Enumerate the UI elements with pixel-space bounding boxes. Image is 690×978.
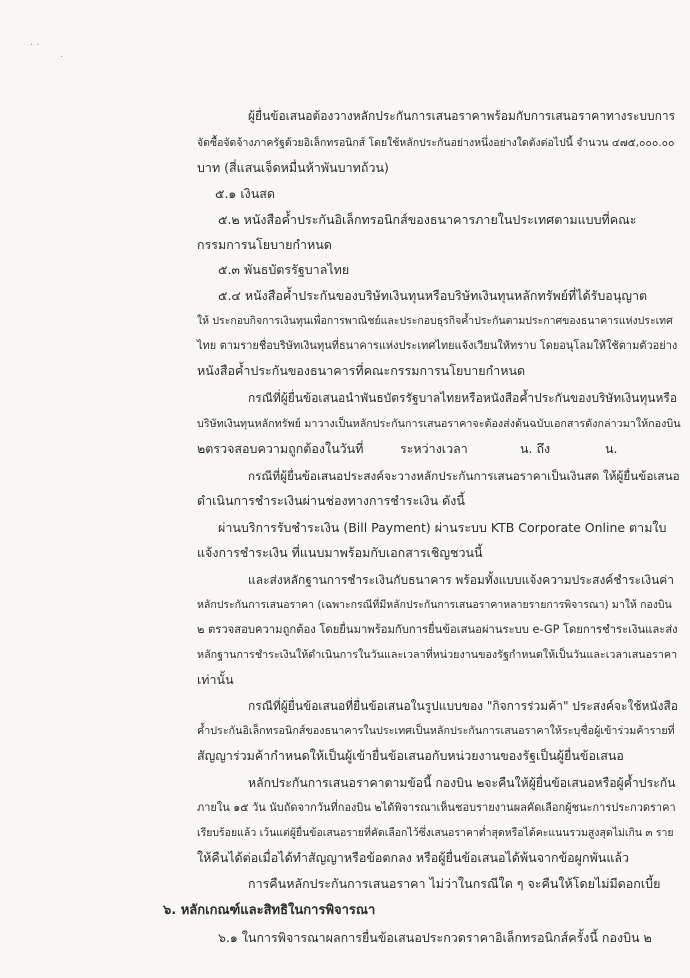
text-line: ให้ ประกอบกิจการเงินทุนเพื่อการพาณิชย์และประกอบธุรกิจค้ำประกันตามประกาศของธนาคารแห่งประเทศ — [197, 315, 673, 327]
list-item: ๕.๒ หนังสือค้ำประกันอิเล็กทรอนิกส์ของธนาคารภายในประเทศตามแบบที่คณะ — [218, 212, 637, 227]
text-line: การคืนหลักประกันการเสนอราคา ไม่ว่าในกรณีใด ๆ จะคืนให้โดยไม่มีดอกเบี้ย — [248, 876, 661, 891]
text-line: กรรมการนโยบายกำหนด — [197, 237, 332, 252]
text-line: หลักประกันการเสนอราคาตามข้อนี้ กองบิน ๒จะคืนให้ผู้ยื่นข้อเสนอหรือผู้ค้ำประกัน — [248, 776, 676, 790]
text-line: กรณีที่ผู้ยื่นข้อเสนอประสงค์จะวางหลักประกันการเสนอราคาเป็นเงินสด ให้ผู้ยื่นข้อเสนอ — [248, 469, 680, 483]
text-line: จัดซื้อจัดจ้างภาครัฐด้วยอิเล็กทรอนิกส์ โดยใช้หลักประกันอย่างหนึ่งอย่างใดดังต่อไปนี้ จำนวน ๔๗๕,๐๐๐.๐๐ — [197, 137, 675, 149]
text-line: บาท (สี่แสนเจ็ดหมื่นห้าพันบาทถ้วน) — [197, 160, 389, 175]
text-line: สัญญาร่วมค้ากำหนดให้เป็นผู้เข้ายื่นข้อเสนอกับหน่วยงานของรัฐเป็นผู้ยื่นข้อเสนอ — [197, 748, 624, 763]
text-line: ๒ตรวจสอบความถูกต้องในวันที่ — [197, 441, 364, 456]
list-item: ๕.๑ เงินสด — [215, 186, 276, 201]
time-label: น. ถึง — [520, 441, 551, 456]
text-line: ดำเนินการชำระเงินผ่านช่องทางการชำระเงิน ดังนี้ — [197, 493, 465, 508]
scan-speck: · · — [30, 40, 40, 51]
time-label: น. — [605, 441, 618, 456]
text-line: และส่งหลักฐานการชำระเงินกับธนาคาร พร้อมทั้งแบบแจ้งความประสงค์ชำระเงินค่า — [248, 573, 675, 587]
list-item: ๕.๔ หนังสือค้ำประกันของบริษัทเงินทุนหรือบริษัทเงินทุนหลักทรัพย์ที่ได้รับอนุญาต — [218, 288, 648, 303]
text-line: ให้คืนได้ต่อเมื่อได้ทำสัญญาหรือข้อตกลง หรือผู้ยื่นข้อเสนอได้พ้นจากข้อผูกพันแล้ว — [197, 850, 630, 865]
text-line: หลักฐานการชำระเงินให้ดำเนินการในวันและเวลาที่หน่วยงานของรัฐกำหนดให้เป็นวันและเวลาเสนอราคา — [197, 648, 678, 661]
text-line: ผ่านบริการรับชำระเงิน (Bill Payment) ผ่านระบบ KTB Corporate Online ตามใบ — [218, 520, 667, 535]
text-line: เท่านั้น — [197, 672, 234, 687]
text-line: ผู้ยื่นข้อเสนอต้องวางหลักประกันการเสนอราคาพร้อมกับการเสนอราคาทางระบบการ — [248, 109, 676, 123]
scan-speck: · — [60, 52, 64, 63]
text-line: ไทย ตามรายชื่อบริษัทเงินทุนที่ธนาคารแห่งประเทศไทยแจ้งเวียนให้ทราบ โดยอนุโลมให้ใช้ตามตัวอย่าง — [197, 339, 678, 352]
time-label: ระหว่างเวลา — [400, 441, 468, 456]
text-line: ๒ ตรวจสอบความถูกต้อง โดยยื่นมาพร้อมกับการยื่นข้อเสนอผ่านระบบ e-GP โดยการชำระเงินและส่ง — [197, 623, 678, 636]
list-item: ๕.๓ พันธบัตรรัฐบาลไทย — [218, 262, 350, 277]
text-line: หลักประกันการเสนอราคา (เฉพาะกรณีที่มีหลักประกันการเสนอราคาหลายรายการพิจารณา) มาให้ กองบิน — [197, 599, 672, 611]
text-line: บริษัทเงินทุนหลักทรัพย์ มาวางเป็นหลักประกันการเสนอราคาจะต้องส่งต้นฉบับเอกสารดังกล่าวมาให้กองบิน — [197, 417, 681, 430]
text-line: กรณีที่ผู้ยื่นข้อเสนอที่ยื่นข้อเสนอในรูปแบบของ "กิจการร่วมค้า" ประสงค์จะใช้หนังสือ — [248, 699, 678, 713]
text-line: แจ้งการชำระเงิน ที่แนบมาพร้อมกับเอกสารเชิญชวนนี้ — [197, 545, 483, 560]
section-heading: ๖. หลักเกณฑ์และสิทธิในการพิจารณา — [163, 903, 376, 918]
text-line: หนังสือค้ำประกันของธนาคารที่คณะกรรมการนโยบายกำหนด — [197, 363, 526, 378]
text-line: ภายใน ๑๕ วัน นับถัดจากวันที่กองบิน ๒ได้พิจารณาเห็นชอบรายงานผลคัดเลือกผู้ชนะการประกวดราคา — [197, 801, 676, 814]
list-item: ๖.๑ ในการพิจารณาผลการยื่นข้อเสนอประกวดราคาอิเล็กทรอนิกส์ครั้งนี้ กองบิน ๒ — [218, 930, 652, 945]
text-line: ค้ำประกันอิเล็กทรอนิกส์ของธนาคารในประเทศเป็นหลักประกันการเสนอราคาให้ระบุชื่อผู้เข้าร่วมค้ารายที่ — [197, 724, 675, 737]
text-line: เรียบร้อยแล้ว เว้นแต่ผู้ยื่นข้อเสนอรายที่คัดเลือกไว้ซึ่งเสนอราคาต่ำสุดหรือได้คะแนนรวมสูงสุดไม่เกิน ๓ ราย — [197, 827, 674, 839]
text-line: กรณีที่ผู้ยื่นข้อเสนอนำพันธบัตรรัฐบาลไทยหรือหนังสือค้ำประกันของบริษัทเงินทุนหรือ — [248, 391, 678, 405]
